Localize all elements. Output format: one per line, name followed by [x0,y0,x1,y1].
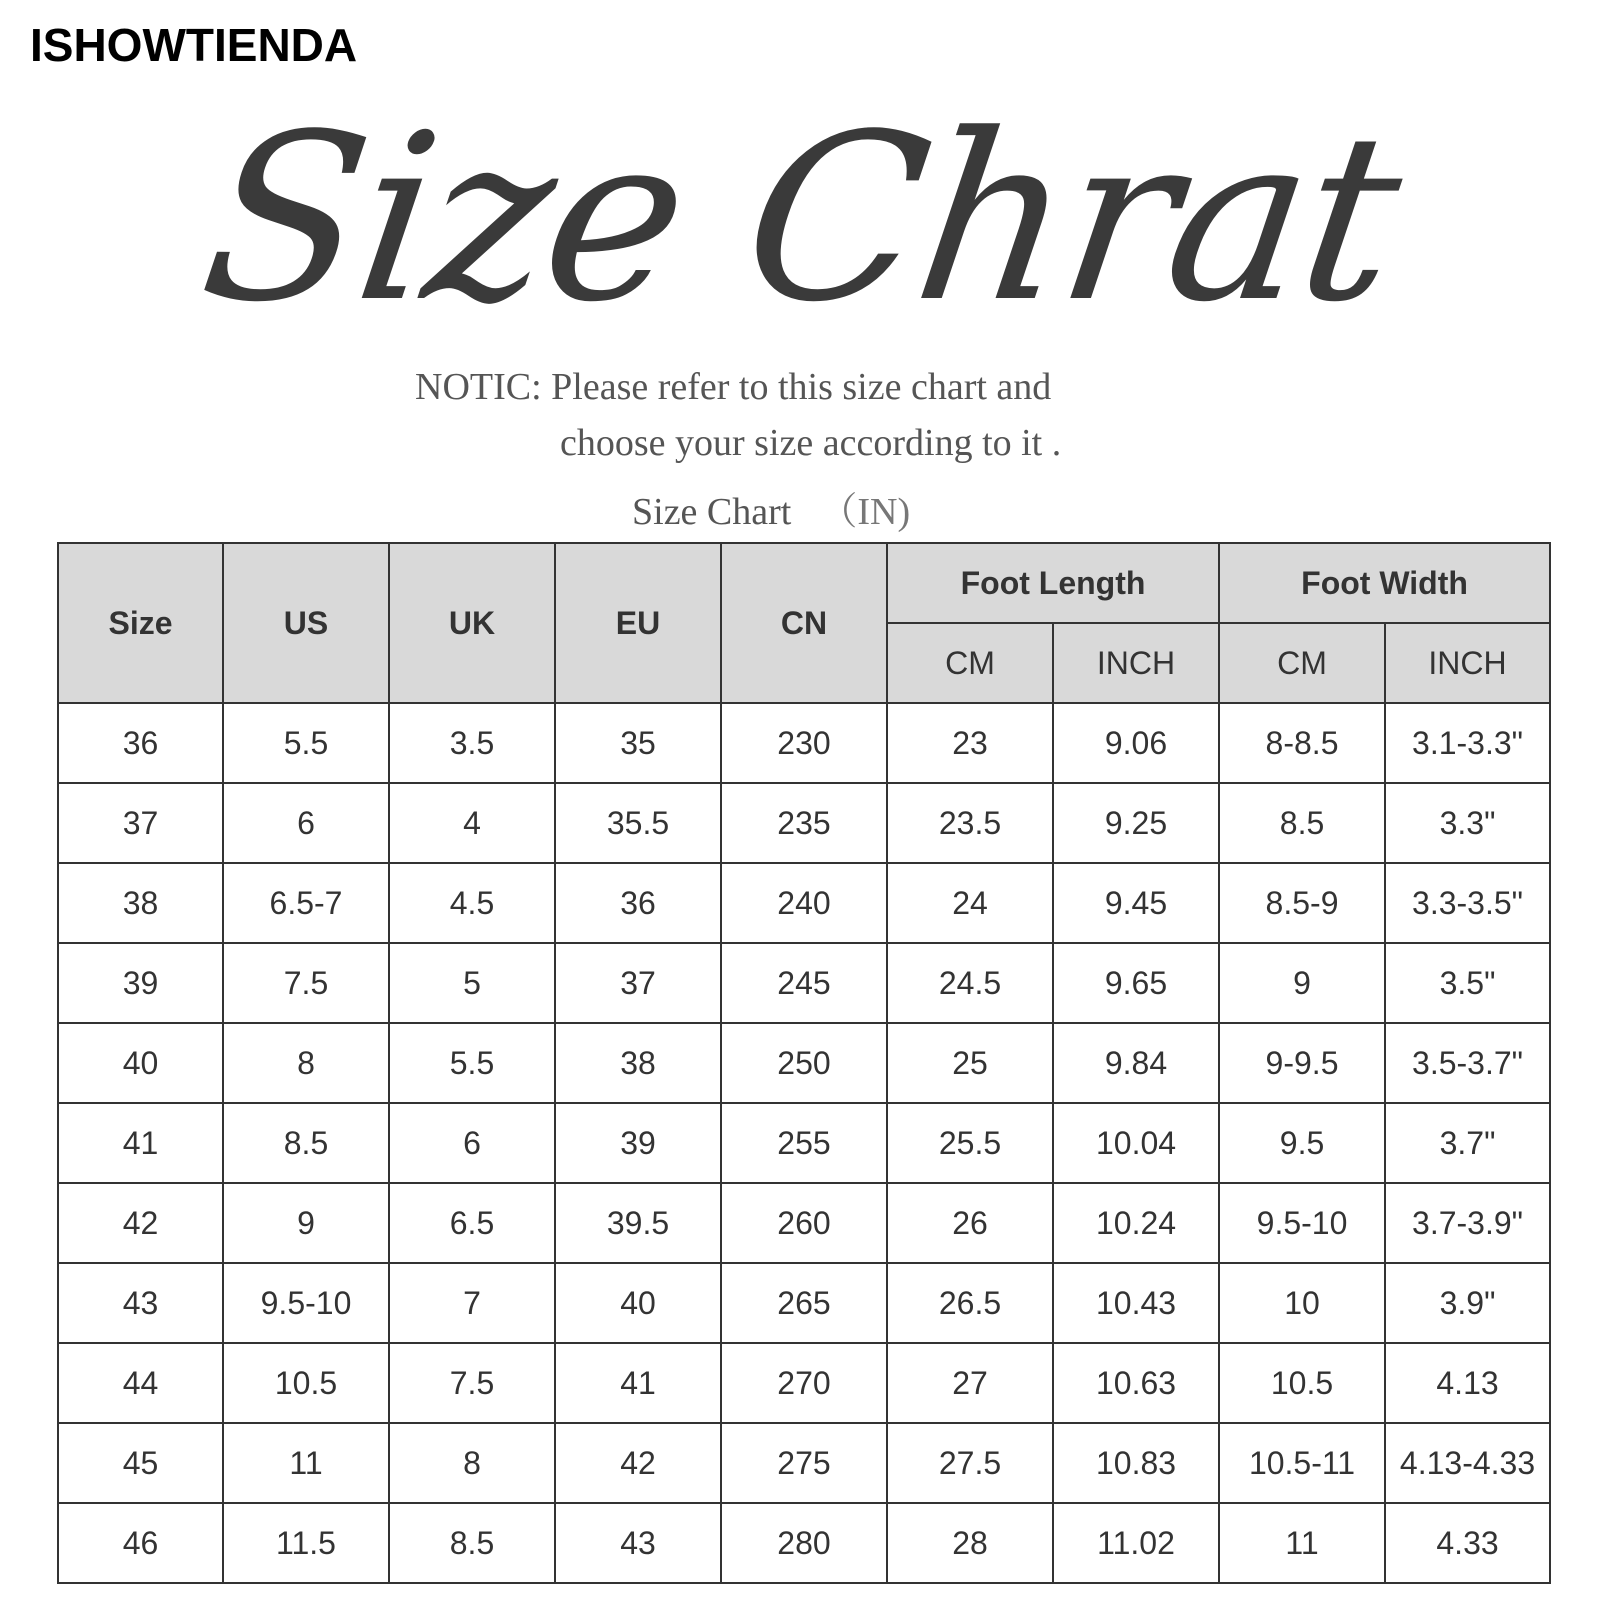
page-title: Size Chrat [188,86,1412,353]
table-row [58,1423,1550,1503]
cell-size: 36 [58,703,223,783]
cell-foot-width-cm: 8.5 [1219,783,1385,863]
cell-foot-width-inch: 4.13-4.33 [1385,1423,1550,1503]
table-row [58,863,1550,943]
cell-foot-width-cm: 10.5-11 [1219,1423,1385,1503]
cell-foot-width-cm: 8.5-9 [1219,863,1385,943]
cell-cn: 265 [721,1263,887,1343]
cell-foot-width-inch: 3.3-3.5" [1385,863,1550,943]
cell-eu: 35 [555,703,721,783]
table-row [58,1023,1550,1103]
notice-line-2: choose your size according to it . [560,422,1062,464]
cell-eu: 41 [555,1343,721,1423]
notice-line-3 [632,480,910,535]
cell-foot-width-inch: 3.5-3.7" [1385,1023,1550,1103]
header-foot-width-inch: INCH [1385,623,1550,703]
cell-foot-length-inch: 9.06 [1053,703,1219,783]
cell-foot-width-inch: 3.7" [1385,1103,1550,1183]
table-row [58,1183,1550,1263]
size-chart-unit: （IN) [819,491,911,533]
cell-uk: 6.5 [389,1183,555,1263]
cell-foot-length-inch: 9.84 [1053,1023,1219,1103]
cell-foot-length-inch: 9.25 [1053,783,1219,863]
cell-foot-length-inch: 9.65 [1053,943,1219,1023]
cell-cn: 235 [721,783,887,863]
cell-foot-width-cm: 11 [1219,1503,1385,1583]
cell-foot-width-inch: 4.33 [1385,1503,1550,1583]
cell-uk: 7 [389,1263,555,1343]
cell-foot-length-cm: 27 [887,1343,1053,1423]
cell-us: 11 [223,1423,389,1503]
cell-foot-length-cm: 24.5 [887,943,1053,1023]
cell-eu: 37 [555,943,721,1023]
cell-size: 38 [58,863,223,943]
cell-uk: 3.5 [389,703,555,783]
header-foot-width: Foot Width [1219,543,1550,623]
cell-us: 5.5 [223,703,389,783]
cell-foot-length-cm: 26 [887,1183,1053,1263]
table-row [58,943,1550,1023]
cell-foot-width-inch: 3.9" [1385,1263,1550,1343]
cell-size: 41 [58,1103,223,1183]
cell-us: 8 [223,1023,389,1103]
cell-foot-length-cm: 23.5 [887,783,1053,863]
table-row [58,783,1550,863]
size-table [57,542,1551,1584]
header-eu: EU [555,543,721,703]
cell-size: 46 [58,1503,223,1583]
cell-size: 40 [58,1023,223,1103]
cell-us: 9 [223,1183,389,1263]
cell-uk: 7.5 [389,1343,555,1423]
cell-us: 7.5 [223,943,389,1023]
cell-us: 10.5 [223,1343,389,1423]
header-foot-length-inch: INCH [1053,623,1219,703]
cell-us: 11.5 [223,1503,389,1583]
cell-eu: 39.5 [555,1183,721,1263]
cell-foot-length-cm: 24 [887,863,1053,943]
cell-uk: 6 [389,1103,555,1183]
cell-cn: 255 [721,1103,887,1183]
cell-foot-length-inch: 10.04 [1053,1103,1219,1183]
cell-size: 43 [58,1263,223,1343]
cell-foot-length-inch: 11.02 [1053,1503,1219,1583]
size-chart-label: Size Chart [632,491,792,533]
cell-foot-length-cm: 26.5 [887,1263,1053,1343]
header-foot-length: Foot Length [887,543,1219,623]
cell-eu: 35.5 [555,783,721,863]
cell-foot-length-cm: 28 [887,1503,1053,1583]
cell-uk: 8.5 [389,1503,555,1583]
cell-foot-width-inch: 3.1-3.3" [1385,703,1550,783]
table-row [58,1343,1550,1423]
cell-foot-width-cm: 10.5 [1219,1343,1385,1423]
cell-foot-width-cm: 9.5 [1219,1103,1385,1183]
cell-foot-length-inch: 10.63 [1053,1343,1219,1423]
cell-uk: 4.5 [389,863,555,943]
cell-cn: 275 [721,1423,887,1503]
cell-eu: 39 [555,1103,721,1183]
header-cn: CN [721,543,887,703]
cell-foot-width-cm: 10 [1219,1263,1385,1343]
header-size: Size [58,543,223,703]
cell-cn: 280 [721,1503,887,1583]
cell-us: 6.5-7 [223,863,389,943]
cell-size: 37 [58,783,223,863]
cell-foot-length-inch: 10.24 [1053,1183,1219,1263]
cell-uk: 5 [389,943,555,1023]
table-row [58,1103,1550,1183]
cell-eu: 36 [555,863,721,943]
cell-foot-length-cm: 23 [887,703,1053,783]
cell-us: 8.5 [223,1103,389,1183]
cell-cn: 270 [721,1343,887,1423]
cell-eu: 40 [555,1263,721,1343]
header-us: US [223,543,389,703]
table-row [58,1263,1550,1343]
cell-size: 39 [58,943,223,1023]
cell-size: 44 [58,1343,223,1423]
cell-foot-width-inch: 3.7-3.9" [1385,1183,1550,1263]
cell-cn: 245 [721,943,887,1023]
notice-line-1: NOTIC: Please refer to this size chart and [415,366,1052,408]
header-uk: UK [389,543,555,703]
cell-cn: 230 [721,703,887,783]
cell-foot-width-inch: 3.5" [1385,943,1550,1023]
cell-foot-length-inch: 10.43 [1053,1263,1219,1343]
cell-foot-width-cm: 9 [1219,943,1385,1023]
cell-foot-length-inch: 10.83 [1053,1423,1219,1503]
cell-cn: 240 [721,863,887,943]
cell-size: 42 [58,1183,223,1263]
cell-us: 6 [223,783,389,863]
cell-foot-width-cm: 9-9.5 [1219,1023,1385,1103]
header-foot-length-cm: CM [887,623,1053,703]
cell-eu: 38 [555,1023,721,1103]
cell-foot-length-cm: 25.5 [887,1103,1053,1183]
cell-uk: 4 [389,783,555,863]
cell-foot-width-inch: 3.3" [1385,783,1550,863]
table-row [58,703,1550,783]
cell-uk: 5.5 [389,1023,555,1103]
cell-eu: 42 [555,1423,721,1503]
header-foot-width-cm: CM [1219,623,1385,703]
cell-foot-width-cm: 8-8.5 [1219,703,1385,783]
cell-uk: 8 [389,1423,555,1503]
cell-foot-length-cm: 27.5 [887,1423,1053,1503]
cell-cn: 260 [721,1183,887,1263]
cell-foot-length-cm: 25 [887,1023,1053,1103]
cell-foot-length-inch: 9.45 [1053,863,1219,943]
cell-foot-width-inch: 4.13 [1385,1343,1550,1423]
brand-logo: ISHOWTIENDA [30,19,358,71]
cell-us: 9.5-10 [223,1263,389,1343]
cell-cn: 250 [721,1023,887,1103]
table-row [58,1503,1550,1583]
cell-foot-width-cm: 9.5-10 [1219,1183,1385,1263]
cell-size: 45 [58,1423,223,1503]
cell-eu: 43 [555,1503,721,1583]
